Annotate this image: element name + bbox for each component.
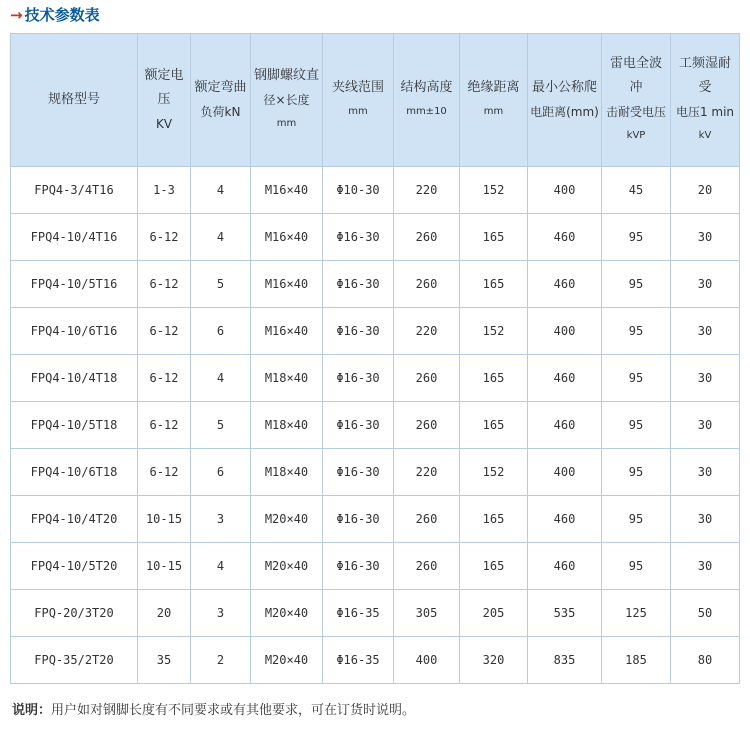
table-row <box>11 355 740 402</box>
cell-thread-size: M20×40 <box>251 543 323 590</box>
cell-creepage-distance: 835 <box>528 637 602 684</box>
cell-clamp-range: Φ16-30 <box>323 214 394 261</box>
cell-height: 305 <box>394 590 460 637</box>
cell-insulation-distance: 165 <box>460 543 528 590</box>
cell-height: 260 <box>394 355 460 402</box>
table-header-row <box>11 34 740 167</box>
cell-rated-voltage: 10-15 <box>138 543 191 590</box>
cell-thread-size: M18×40 <box>251 402 323 449</box>
cell-lightning-impulse: 95 <box>602 355 671 402</box>
cell-lightning-impulse: 125 <box>602 590 671 637</box>
cell-creepage-distance: 460 <box>528 261 602 308</box>
cell-lightning-impulse: 95 <box>602 496 671 543</box>
cell-thread-size: M20×40 <box>251 590 323 637</box>
cell-clamp-range: Φ16-30 <box>323 449 394 496</box>
cell-creepage-distance: 460 <box>528 214 602 261</box>
cell-creepage-distance: 400 <box>528 308 602 355</box>
cell-lightning-impulse: 95 <box>602 449 671 496</box>
cell-power-freq-wet: 30 <box>671 496 740 543</box>
cell-model: FPQ4-10/4T20 <box>11 496 138 543</box>
cell-creepage-distance: 400 <box>528 449 602 496</box>
cell-lightning-impulse: 95 <box>602 214 671 261</box>
note-text: 用户如对钢脚长度有不同要求或有其他要求，可在订货时说明。 <box>51 703 416 718</box>
cell-bending-load: 4 <box>191 543 251 590</box>
cell-insulation-distance: 320 <box>460 637 528 684</box>
table-row <box>11 637 740 684</box>
cell-rated-voltage: 6-12 <box>138 261 191 308</box>
cell-thread-size: M20×40 <box>251 496 323 543</box>
cell-bending-load: 6 <box>191 308 251 355</box>
cell-height: 400 <box>394 637 460 684</box>
cell-bending-load: 4 <box>191 355 251 402</box>
cell-rated-voltage: 10-15 <box>138 496 191 543</box>
cell-power-freq-wet: 20 <box>671 167 740 214</box>
cell-thread-size: M18×40 <box>251 449 323 496</box>
cell-creepage-distance: 535 <box>528 590 602 637</box>
cell-rated-voltage: 1-3 <box>138 167 191 214</box>
cell-clamp-range: Φ16-30 <box>323 496 394 543</box>
header-model: 规格型号 <box>11 34 138 167</box>
table-row <box>11 167 740 214</box>
cell-clamp-range: Φ16-35 <box>323 637 394 684</box>
cell-model: FPQ-20/3T20 <box>11 590 138 637</box>
page-title <box>10 3 100 27</box>
cell-bending-load: 4 <box>191 214 251 261</box>
cell-height: 220 <box>394 308 460 355</box>
cell-power-freq-wet: 30 <box>671 355 740 402</box>
cell-model: FPQ4-10/4T16 <box>11 214 138 261</box>
header-clamp-range: 夹线范围 mm <box>323 34 394 167</box>
cell-rated-voltage: 20 <box>138 590 191 637</box>
cell-insulation-distance: 205 <box>460 590 528 637</box>
cell-height: 260 <box>394 214 460 261</box>
cell-model: FPQ4-10/6T18 <box>11 449 138 496</box>
cell-clamp-range: Φ16-30 <box>323 308 394 355</box>
cell-insulation-distance: 152 <box>460 449 528 496</box>
cell-height: 260 <box>394 496 460 543</box>
cell-rated-voltage: 6-12 <box>138 449 191 496</box>
cell-bending-load: 5 <box>191 261 251 308</box>
cell-insulation-distance: 152 <box>460 167 528 214</box>
cell-model: FPQ4-10/5T20 <box>11 543 138 590</box>
cell-bending-load: 6 <box>191 449 251 496</box>
header-lightning-impulse: 雷电全波冲 击耐受电压 kVP <box>602 34 671 167</box>
cell-lightning-impulse: 185 <box>602 637 671 684</box>
cell-power-freq-wet: 30 <box>671 543 740 590</box>
table-row <box>11 402 740 449</box>
cell-bending-load: 5 <box>191 402 251 449</box>
table-body <box>11 167 740 684</box>
cell-insulation-distance: 165 <box>460 214 528 261</box>
table-row <box>11 496 740 543</box>
cell-height: 260 <box>394 543 460 590</box>
cell-creepage-distance: 460 <box>528 402 602 449</box>
cell-rated-voltage: 6-12 <box>138 402 191 449</box>
cell-model: FPQ4-10/5T16 <box>11 261 138 308</box>
cell-height: 220 <box>394 449 460 496</box>
cell-clamp-range: Φ16-30 <box>323 355 394 402</box>
spec-table <box>10 33 740 684</box>
cell-lightning-impulse: 45 <box>602 167 671 214</box>
cell-power-freq-wet: 30 <box>671 261 740 308</box>
header-bending-load: 额定弯曲 负荷kN <box>191 34 251 167</box>
cell-insulation-distance: 165 <box>460 496 528 543</box>
arrow-icon: → <box>10 6 23 24</box>
cell-thread-size: M18×40 <box>251 355 323 402</box>
cell-power-freq-wet: 30 <box>671 402 740 449</box>
cell-thread-size: M20×40 <box>251 637 323 684</box>
table-row <box>11 308 740 355</box>
table-row <box>11 214 740 261</box>
cell-power-freq-wet: 50 <box>671 590 740 637</box>
header-rated-voltage: 额定电压 KV <box>138 34 191 167</box>
cell-power-freq-wet: 30 <box>671 214 740 261</box>
cell-clamp-range: Φ10-30 <box>323 167 394 214</box>
cell-power-freq-wet: 80 <box>671 637 740 684</box>
table-row <box>11 449 740 496</box>
cell-thread-size: M16×40 <box>251 261 323 308</box>
cell-bending-load: 3 <box>191 496 251 543</box>
cell-rated-voltage: 6-12 <box>138 214 191 261</box>
cell-model: FPQ-35/2T20 <box>11 637 138 684</box>
cell-insulation-distance: 165 <box>460 355 528 402</box>
cell-rated-voltage: 6-12 <box>138 308 191 355</box>
cell-power-freq-wet: 30 <box>671 449 740 496</box>
header-insulation-distance: 绝缘距离 mm <box>460 34 528 167</box>
cell-model: FPQ4-10/6T16 <box>11 308 138 355</box>
cell-creepage-distance: 460 <box>528 496 602 543</box>
note-label: 说明： <box>12 703 52 718</box>
cell-height: 260 <box>394 402 460 449</box>
cell-creepage-distance: 460 <box>528 543 602 590</box>
header-creepage-distance: 最小公称爬 电距离(mm) <box>528 34 602 167</box>
cell-lightning-impulse: 95 <box>602 402 671 449</box>
header-power-freq-wet: 工频湿耐受 电压1 min kV <box>671 34 740 167</box>
cell-creepage-distance: 400 <box>528 167 602 214</box>
header-height: 结构高度 mm±10 <box>394 34 460 167</box>
cell-lightning-impulse: 95 <box>602 308 671 355</box>
cell-thread-size: M16×40 <box>251 214 323 261</box>
cell-lightning-impulse: 95 <box>602 261 671 308</box>
page-title-text: 技术参数表 <box>24 6 100 24</box>
cell-bending-load: 4 <box>191 167 251 214</box>
cell-height: 260 <box>394 261 460 308</box>
cell-clamp-range: Φ16-30 <box>323 261 394 308</box>
cell-thread-size: M16×40 <box>251 308 323 355</box>
cell-clamp-range: Φ16-30 <box>323 402 394 449</box>
cell-height: 220 <box>394 167 460 214</box>
cell-model: FPQ4-3/4T16 <box>11 167 138 214</box>
cell-rated-voltage: 35 <box>138 637 191 684</box>
cell-bending-load: 3 <box>191 590 251 637</box>
cell-insulation-distance: 165 <box>460 402 528 449</box>
table-row <box>11 590 740 637</box>
cell-insulation-distance: 152 <box>460 308 528 355</box>
cell-thread-size: M16×40 <box>251 167 323 214</box>
cell-power-freq-wet: 30 <box>671 308 740 355</box>
header-thread-size: 钢脚螺纹直 径×长度 mm <box>251 34 323 167</box>
table-row <box>11 261 740 308</box>
note <box>12 700 415 722</box>
cell-clamp-range: Φ16-30 <box>323 543 394 590</box>
cell-insulation-distance: 165 <box>460 261 528 308</box>
cell-clamp-range: Φ16-35 <box>323 590 394 637</box>
cell-creepage-distance: 460 <box>528 355 602 402</box>
cell-bending-load: 2 <box>191 637 251 684</box>
cell-rated-voltage: 6-12 <box>138 355 191 402</box>
cell-model: FPQ4-10/5T18 <box>11 402 138 449</box>
table-row <box>11 543 740 590</box>
cell-lightning-impulse: 95 <box>602 543 671 590</box>
cell-model: FPQ4-10/4T18 <box>11 355 138 402</box>
